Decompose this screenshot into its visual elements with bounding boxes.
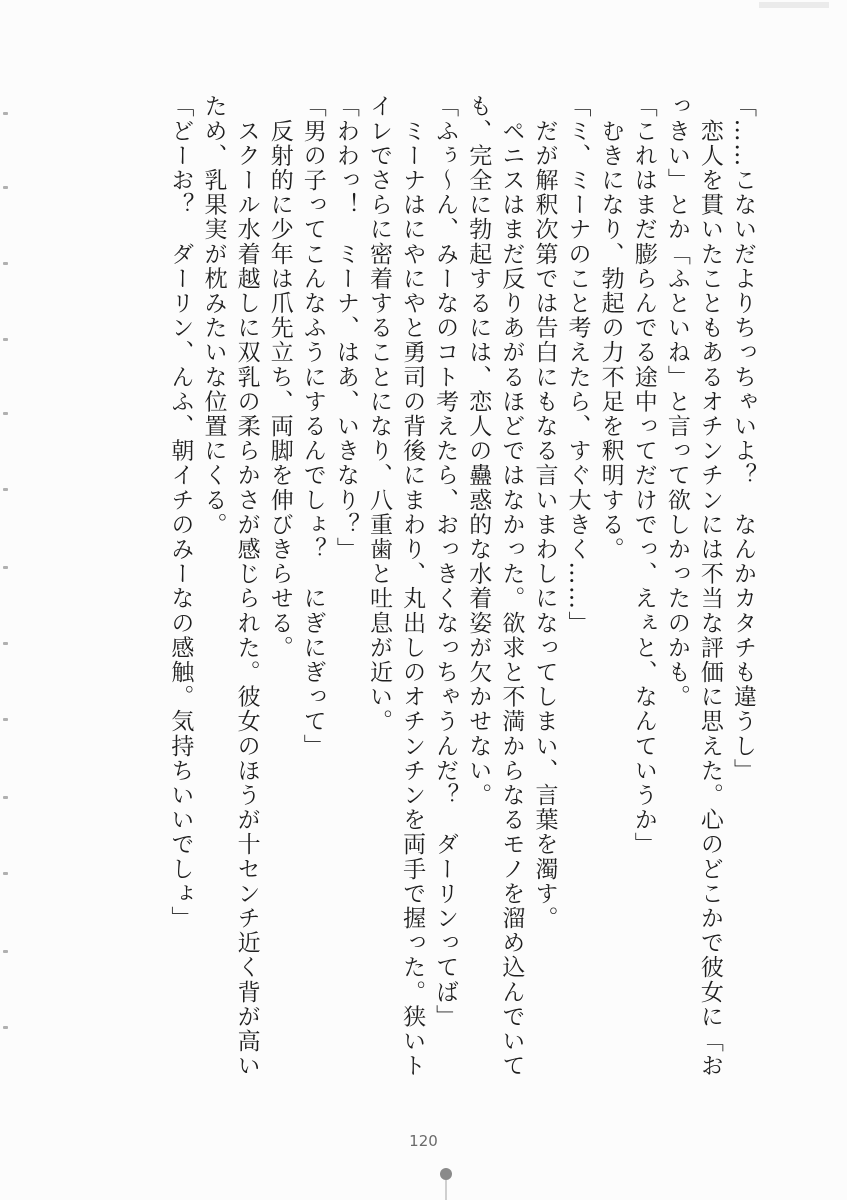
page-number: 120 <box>409 1132 438 1150</box>
text-line: イレでさらに密着することになり、八重歯と吐息が近い。 <box>365 94 392 734</box>
edge-mark <box>3 1026 8 1029</box>
text-line: 「ふぅ～ん、みーなのコト考えたら、おっきくなっちゃうんだ？ ダーリンってば」 <box>432 94 459 1029</box>
edge-mark <box>3 412 8 415</box>
text-line: っきい」とか「ふといね」と言って欲しかったのかも。 <box>663 94 690 709</box>
text-line: 反射的に少年は爪先立ち、両脚を伸びきらせる。 <box>266 94 293 660</box>
edge-mark <box>3 566 8 569</box>
text-line: 「……こないだよりちっちゃいよ？ なんかカタチも違うし」 <box>730 94 756 783</box>
text-line: だが解釈次第では告白にもなる言いまわしになってしまい、言葉を濁す。 <box>531 94 558 931</box>
edge-mark <box>3 642 8 645</box>
scan-artifact <box>759 2 829 8</box>
edge-mark <box>3 718 8 721</box>
text-line: 「わわっ！ ミーナ、はあ、いきなり？」 <box>332 94 359 562</box>
text-line: 恋人を貫いたこともあるオチンチンには不当な評価に思えた。心のどこかで彼女に「お <box>696 94 723 1078</box>
page-dot-ornament <box>440 1168 452 1180</box>
text-line: も、完全に勃起するには、恋人の蠱惑的な水着姿が欠かせない。 <box>465 94 492 808</box>
edge-mark <box>3 262 8 265</box>
page-edge-marks <box>0 0 14 1200</box>
text-line: ため、乳果実が枕みたいな位置にくる。 <box>200 94 227 537</box>
text-line: むきになり、勃起の力不足を釈明する。 <box>597 94 624 562</box>
edge-mark <box>3 488 8 491</box>
text-line: ペニスはまだ反りあがるほどではなかった。欲求と不満からなるモノを溜め込んでいて <box>498 94 525 1078</box>
text-line: ミーナはにやにやと勇司の背後にまわり、丸出しのオチンチンを両手で握った。狭いト <box>399 94 426 1078</box>
text-line: 「どーお？ ダーリン、んふ、朝イチのみーなの感触。気持ちいいでしょ」 <box>167 94 194 931</box>
text-line: スクール水着越しに双乳の柔らかさが感じられた。彼女のほうが十センチ近く背が高い <box>233 94 260 1078</box>
edge-mark <box>3 338 8 341</box>
edge-mark <box>3 112 8 115</box>
page-dot-tail <box>445 1180 447 1200</box>
vertical-text-body <box>163 94 759 1094</box>
edge-mark <box>3 186 8 189</box>
edge-mark <box>3 796 8 799</box>
text-line: 「男の子ってこんなふうにするんでしょ？ にぎにぎって」 <box>299 94 326 759</box>
text-line: 「これはまだ膨らんでる途中ってだけでっ、えぇと、なんていうか」 <box>630 94 657 857</box>
edge-mark <box>3 950 8 953</box>
edge-mark <box>3 872 8 875</box>
text-line: 「ミ、ミーナのこと考えたら、すぐ大きく……」 <box>564 94 591 636</box>
